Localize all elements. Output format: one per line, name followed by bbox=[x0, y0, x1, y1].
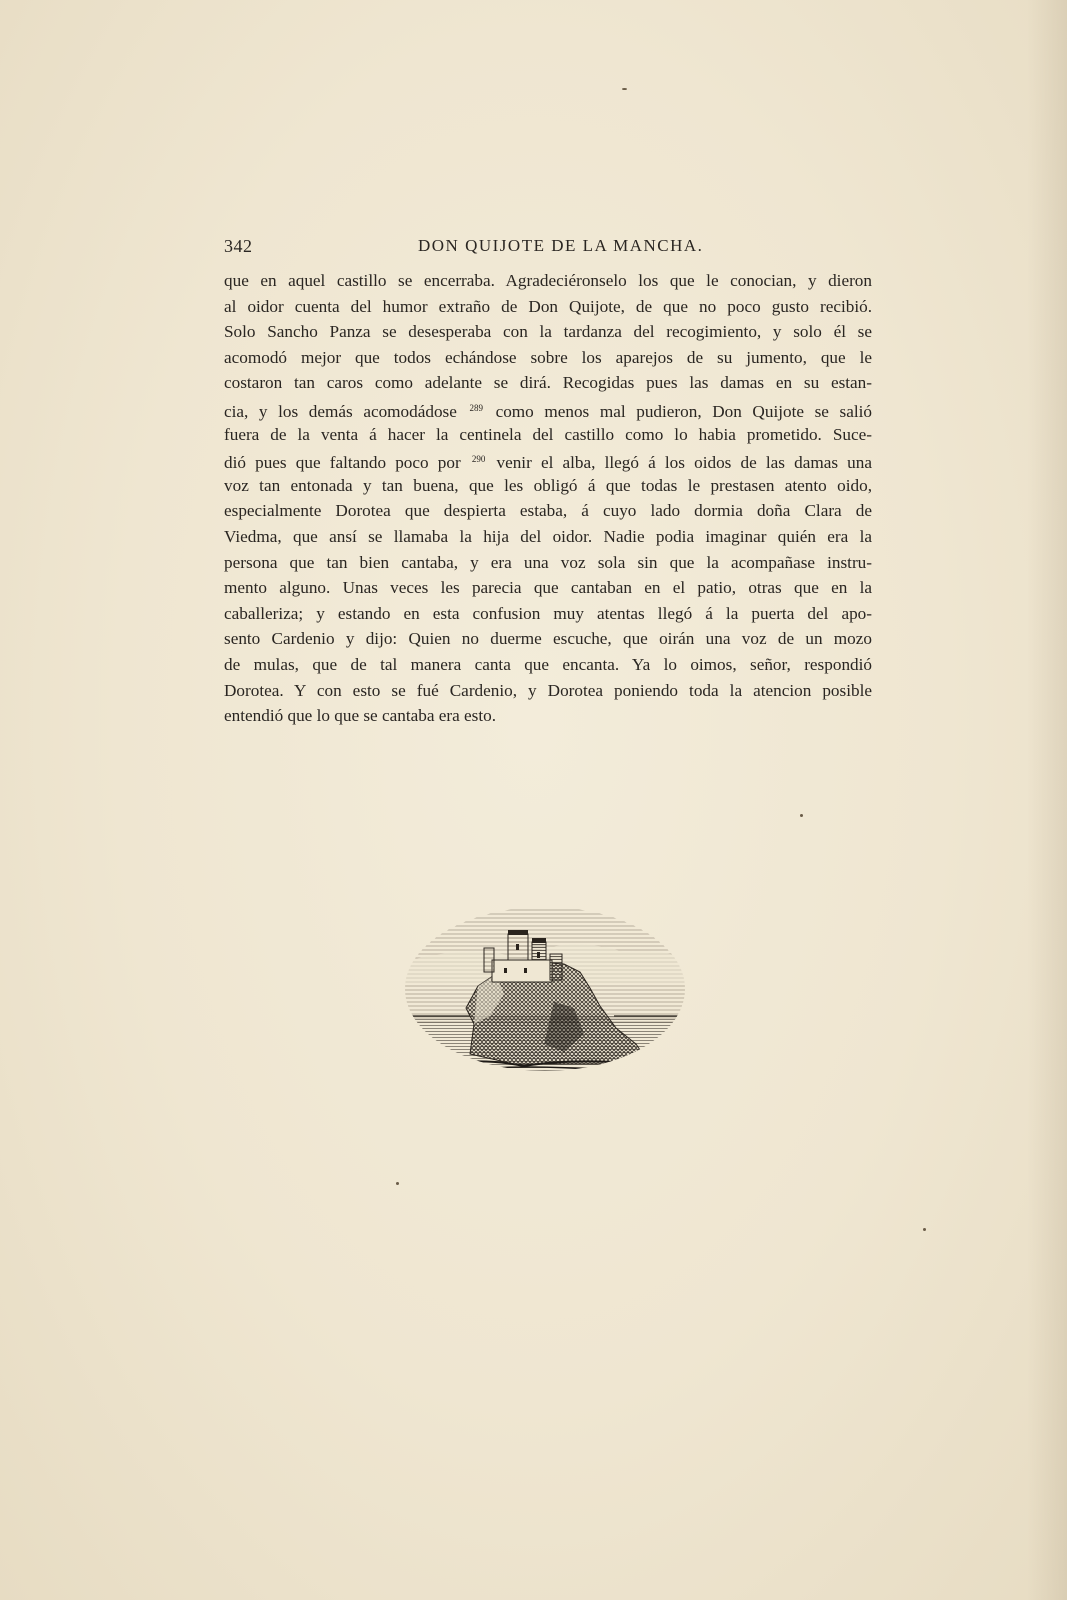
text-line: Viedma, que ansí se llamaba la hija del oidor. Nadie podia imaginar quién era la bbox=[224, 526, 872, 546]
castle-island-vignette bbox=[404, 904, 686, 1074]
paper-speck bbox=[396, 1182, 399, 1185]
text-line: especialmente Dorotea que despierta estaba, á cuyo lado dormia doña Clara de bbox=[224, 501, 872, 521]
page-header bbox=[224, 236, 864, 260]
paper-speck bbox=[622, 88, 627, 90]
body-text bbox=[224, 268, 872, 729]
text-line: voz tan entonada y tan buena, que les obligó á que todas le prestasen atento oido, bbox=[224, 475, 872, 495]
text-line: al oidor cuenta del humor extraño de Don Quijote, de que no poco gusto recibió. bbox=[224, 296, 872, 316]
text-segment: cia, y los demás acomodádose bbox=[224, 401, 468, 421]
text-line: mento alguno. Unas veces les parecia que cantaban en el patio, otras que en la bbox=[224, 578, 872, 598]
text-line: de mulas, que de tal manera canta que encanta. Ya lo oimos, señor, respondió bbox=[224, 654, 872, 674]
text-line: entendió que lo que se cantaba era esto. bbox=[224, 706, 497, 726]
text-segment: venir el alba, llegó á los oidos de las damas una bbox=[487, 453, 873, 473]
text-segment: dió pues que faltando poco por bbox=[224, 453, 470, 473]
footnote-marker: 290 bbox=[471, 454, 486, 465]
text-line bbox=[224, 396, 872, 422]
page-number: 342 bbox=[224, 236, 253, 256]
text-line: costaron tan caros como adelante se dirá. Recogidas pues las damas en su estan- bbox=[224, 373, 872, 393]
text-line: acomodó mejor que todos echándose sobre los aparejos de su jumento, que le bbox=[224, 347, 872, 367]
paper-speck bbox=[923, 1228, 926, 1231]
text-line: fuera de la venta á hacer la centinela del castillo como lo habia prometido. Suce- bbox=[224, 424, 872, 444]
paper-speck bbox=[800, 814, 803, 817]
text-line bbox=[224, 447, 872, 473]
text-line: persona que tan bien cantaba, y era una voz sola sin que la acompañase instru- bbox=[224, 552, 872, 572]
running-title: DON QUIJOTE DE LA MANCHA. bbox=[418, 236, 704, 255]
text-line: Dorotea. Y con esto se fué Cardenio, y Dorotea poniendo toda la atencion posible bbox=[224, 680, 872, 700]
text-line: que en aquel castillo se encerraba. Agradeciéronselo los que le conocian, y dieron bbox=[224, 271, 872, 290]
engraving-scene bbox=[404, 904, 686, 1074]
text-line: caballeriza; y estando en esta confusion muy atentas llegó á la puerta del apo- bbox=[224, 603, 872, 623]
text-line: Solo Sancho Panza se desesperaba con la tardanza del recogimiento, y solo él se bbox=[224, 322, 872, 342]
text-line: sento Cardenio y dijo: Quien no duerme escuche, que oirán una voz de un mozo bbox=[224, 629, 872, 649]
page-edge-shadow bbox=[1027, 0, 1067, 1600]
text-segment: como menos mal pudieron, Don Quijote se salió bbox=[484, 401, 872, 421]
footnote-marker: 289 bbox=[469, 402, 483, 413]
